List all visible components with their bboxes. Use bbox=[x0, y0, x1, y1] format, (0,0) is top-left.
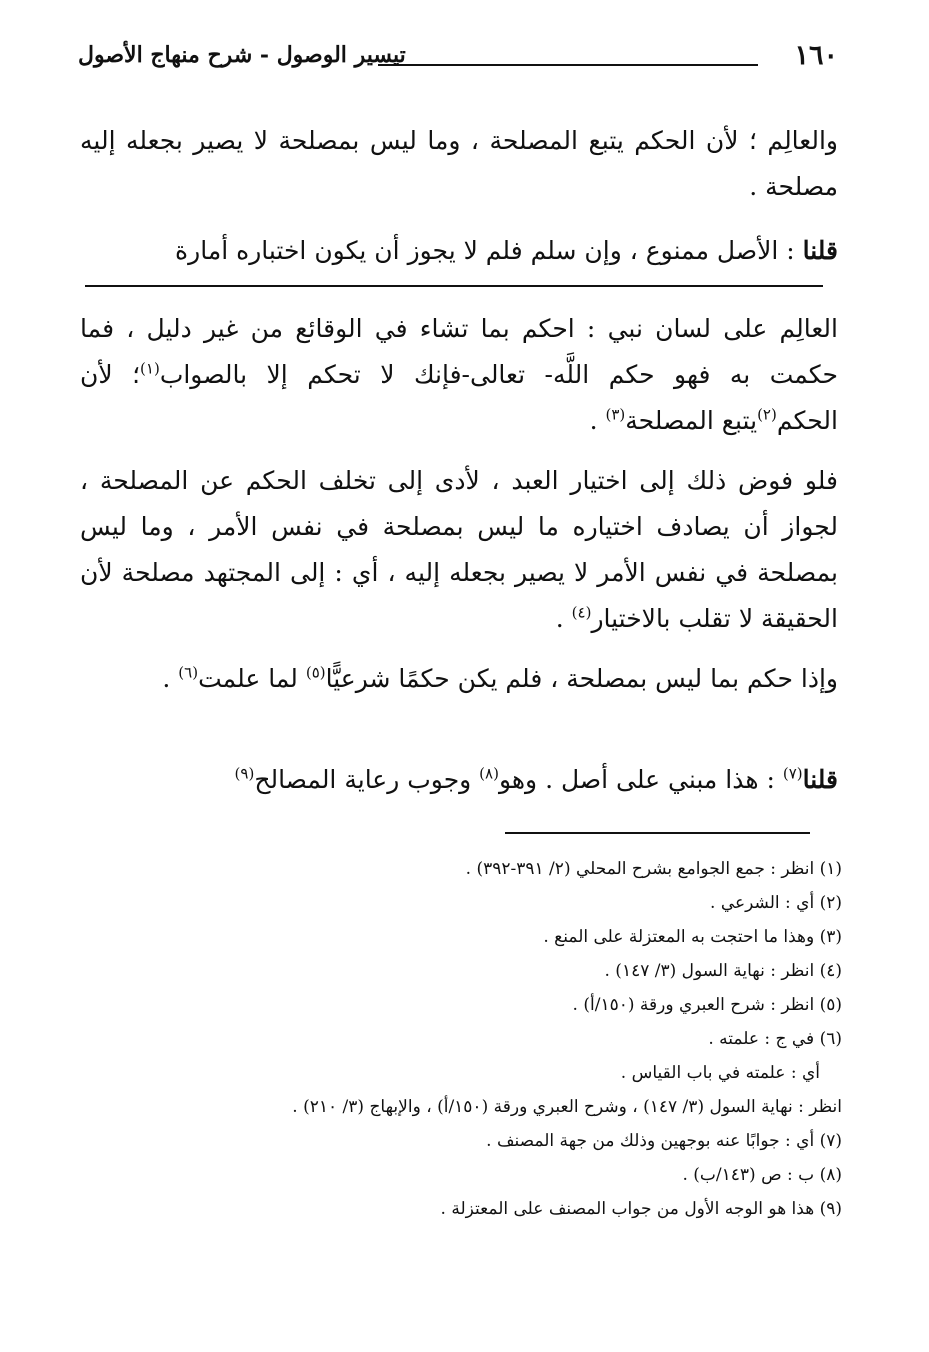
paragraph-5 bbox=[80, 656, 838, 702]
footnote-ref-9[interactable]: (٩) bbox=[234, 764, 255, 783]
paragraph-2 bbox=[80, 228, 838, 274]
page-number: ١٦٠ bbox=[794, 40, 838, 71]
paragraph-2-text: : الأصل ممنوع ، وإن سلم فلم لا يجوز أن يكون اختباره أمارة bbox=[175, 236, 803, 265]
paragraph-6-text-a: : هذا مبني على أصل . وهو bbox=[498, 765, 783, 794]
paragraph-4-text-a: فلو فوض ذلك إلى اختيار العبد ، لأدى إلى تخلف الحكم عن المصلحة ، لجواز أن يصادف اختياره ما ليس بمصلحة في نفس الأمر ، وما ليس بمصلحة في نفس الأمر لا يصير بجعله إليه ، أي : إلى المجتهد مصلحة لأن الحقيقة لا تقلب بالاختيار bbox=[80, 466, 838, 633]
underline-rule bbox=[85, 285, 823, 287]
footnote-ref-3[interactable]: (٣) bbox=[605, 405, 626, 424]
footnotes bbox=[80, 852, 842, 1226]
footnote-5: (٥) انظر : شرح العبري ورقة (١٥٠/أ) . bbox=[572, 995, 842, 1015]
paragraph-5-text-b: لما علمت bbox=[198, 664, 306, 693]
footnote-ref-8[interactable]: (٨) bbox=[479, 764, 499, 783]
paragraph-1: والعالِم ؛ لأن الحكم يتبع المصلحة ، وما ليس بمصلحة لا يصير بجعله إليه مصلحة . bbox=[80, 126, 838, 201]
footnote-3: (٣) وهذا ما احتجت به المعتزلة على المنع . bbox=[543, 927, 842, 947]
header-rule bbox=[378, 64, 758, 66]
paragraph-3-text-d: . bbox=[589, 406, 606, 435]
footnote-9: (٩) هذا هو الوجه الأول من جواب المصنف على المعتزلة . bbox=[440, 1199, 842, 1219]
running-title: تيسير الوصول - شرح منهاج الأصول bbox=[78, 42, 406, 68]
qulna-lead: قلنا bbox=[802, 236, 838, 265]
paragraph-5-text-c: . bbox=[162, 664, 179, 693]
footnote-7: (٧) أي : جوابًا عنه بوجهين وذلك من جهة المصنف . bbox=[486, 1131, 842, 1151]
footnote-2: (٢) أي : الشرعي . bbox=[710, 893, 842, 913]
footnote-ref-1[interactable]: (١) bbox=[140, 359, 160, 378]
paragraph-6-text-b: وجوب رعاية المصالح bbox=[254, 765, 480, 794]
qulna-lead-2: قلنا bbox=[802, 765, 838, 794]
paragraph-3-text-a: العالِم على لسان نبي : احكم بما تشاء في الوقائع من غير دليل ، فما حكمت به فهو حكم اللَّه- تعالى-فإنك لا تحكم إلا بالصواب bbox=[80, 314, 838, 389]
footnote-ref-7[interactable]: (٧) bbox=[782, 764, 803, 783]
footnote-1: (١) انظر : جمع الجوامع بشرح المحلي (٢/ ٣٩١-٣٩٢) . bbox=[465, 859, 842, 879]
footnote-separator bbox=[505, 832, 810, 834]
footnote-ref-2[interactable]: (٢) bbox=[757, 405, 777, 424]
footnote-ref-5[interactable]: (٥) bbox=[305, 663, 326, 682]
paragraph-3-text-c: يتبع المصلحة bbox=[625, 406, 758, 435]
footnote-6-continuation: أي : علمته في باب القياس . bbox=[620, 1063, 820, 1083]
footnote-6-reference: انظر : نهاية السول (٣/ ١٤٧) ، وشرح العبري ورقة (١٥٠/أ) ، والإبهاج (٣/ ٢١٠) . bbox=[292, 1097, 842, 1117]
paragraph-5-text-a: وإذا حكم بما ليس بمصلحة ، فلم يكن حكمًا شرعيًّا bbox=[325, 664, 838, 693]
paragraph-4 bbox=[80, 458, 838, 642]
footnote-6: (٦) في ج : علمته . bbox=[708, 1029, 842, 1049]
paragraph-4-text-b: . bbox=[555, 604, 572, 633]
paragraph-6 bbox=[80, 757, 838, 803]
footnote-4: (٤) انظر : نهاية السول (٣/ ١٤٧) . bbox=[604, 961, 842, 981]
footnote-8: (٨) ب : ص (١٤٣/ب) . bbox=[682, 1165, 842, 1185]
paragraph-3 bbox=[80, 306, 838, 444]
page-header bbox=[78, 40, 838, 84]
footnote-ref-4[interactable]: (٤) bbox=[571, 603, 592, 622]
footnote-ref-6[interactable]: (٦) bbox=[178, 663, 199, 682]
paragraph-3-text-b: ؛ لأن الحكم bbox=[80, 360, 838, 435]
